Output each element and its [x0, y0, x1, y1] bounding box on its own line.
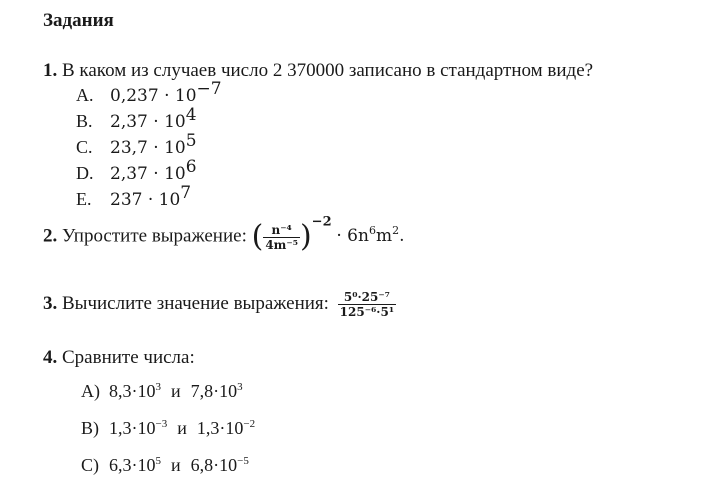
compare-item-b [81, 418, 255, 439]
option-value: 2,37 · 10 [110, 164, 186, 184]
question-3-number: 3. [43, 292, 58, 314]
fraction-numerator: n⁻⁴ [263, 223, 300, 238]
option-exponent: 4 [185, 105, 197, 125]
option-c [76, 131, 197, 158]
tail-base-n: · 6n [336, 226, 369, 247]
option-exponent: −7 [196, 79, 222, 99]
right-paren: ) [299, 219, 312, 254]
compare-left: 1,3·10 [109, 418, 156, 438]
option-exponent: 7 [180, 183, 192, 203]
option-a [76, 79, 222, 106]
option-label: C. [76, 137, 93, 157]
option-b [76, 105, 197, 132]
option-label: E. [76, 189, 92, 209]
question-2-text: Упростите выражение: [62, 225, 247, 247]
compare-right-exp: 3 [237, 381, 243, 393]
compare-left: 8,3·10 [109, 381, 156, 401]
question-2-number: 2. [43, 225, 58, 247]
tail-period: . [399, 226, 405, 247]
tail-base-m: m [375, 226, 393, 247]
compare-label: C) [81, 455, 99, 475]
option-label: B. [76, 111, 93, 131]
question-2 [43, 214, 405, 254]
tail-exp-n: 6 [368, 224, 376, 238]
compare-right-exp: −5 [237, 455, 249, 467]
question-3 [43, 290, 396, 319]
compare-label: A) [81, 381, 100, 401]
compare-label: B) [81, 418, 99, 438]
expression-tail [336, 226, 404, 246]
question-4-number: 4. [43, 347, 58, 368]
option-value: 2,37 · 10 [110, 112, 186, 132]
question-4 [43, 347, 195, 369]
compare-right: 6,8·10 [190, 455, 238, 475]
option-d [76, 157, 197, 184]
compare-left-exp: −3 [155, 418, 168, 430]
left-paren: ( [251, 219, 264, 254]
compare-left-exp: 3 [155, 381, 161, 393]
compare-item-a [81, 381, 243, 402]
fraction-numerator: 5⁰·25⁻⁷ [338, 290, 396, 305]
question-4-text: Сравните числа: [62, 347, 195, 368]
compare-conjunction: и [171, 381, 181, 401]
compare-left-exp: 5 [155, 455, 161, 467]
compare-right: 7,8·10 [190, 381, 238, 401]
option-value: 237 · 10 [110, 190, 181, 210]
option-label: D. [76, 163, 94, 183]
option-exponent: 6 [185, 157, 197, 177]
outer-exponent: −2 [311, 214, 332, 230]
compare-right: 1,3·10 [196, 418, 244, 438]
compare-conjunction: и [171, 455, 181, 475]
question-1 [43, 60, 593, 82]
question-3-text: Вычислите значение выражения: [62, 292, 329, 314]
question-1-number: 1. [43, 60, 58, 81]
option-value: 23,7 · 10 [110, 138, 186, 158]
question-1-text: В каком из случаев число 2 370000 записано в стандартном виде? [62, 60, 594, 81]
compare-right-exp: −2 [243, 418, 256, 430]
option-label: A. [76, 85, 94, 105]
option-value: 0,237 · 10 [110, 86, 197, 106]
option-e [76, 183, 192, 210]
compare-item-c [81, 455, 249, 476]
page-title: Задания [43, 10, 114, 31]
tail-exp-m: 2 [392, 224, 400, 238]
fraction-denominator: 125⁻⁶·5¹ [339, 305, 395, 319]
compare-left: 6,3·10 [109, 455, 156, 475]
fraction [263, 223, 300, 252]
compare-conjunction: и [177, 418, 187, 438]
option-exponent: 5 [185, 131, 197, 151]
fraction-denominator: 4m⁻⁵ [265, 237, 298, 252]
fraction [338, 290, 396, 319]
